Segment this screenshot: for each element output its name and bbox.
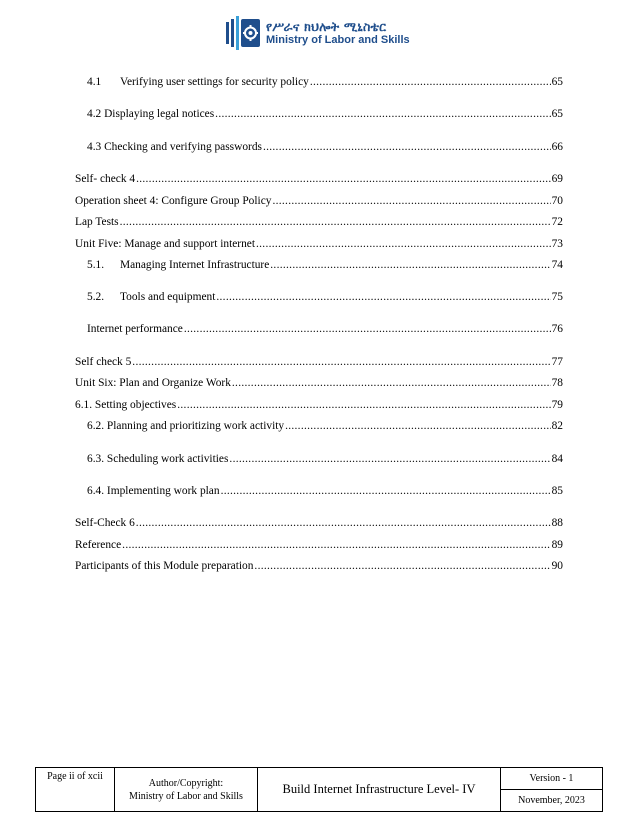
toc-entry[interactable] xyxy=(87,290,563,304)
toc-entry[interactable] xyxy=(87,140,563,154)
toc-leader xyxy=(221,484,551,498)
footer-date: November, 2023 xyxy=(501,790,603,812)
toc-title: Internet performance xyxy=(87,323,183,335)
toc-page: 70 xyxy=(551,195,563,207)
toc-title: Self check 5 xyxy=(75,356,132,368)
toc-title: Unit Five: Manage and support internet xyxy=(75,238,255,250)
toc-page: 65 xyxy=(551,76,563,88)
toc-entry[interactable] xyxy=(75,215,563,229)
toc-page: 65 xyxy=(551,108,563,120)
toc-entry[interactable] xyxy=(75,172,563,186)
toc-page: 82 xyxy=(551,420,563,432)
footer-module-title: Build Internet Infrastructure Level- IV xyxy=(258,768,501,812)
footer-author xyxy=(115,768,258,812)
toc-entry[interactable] xyxy=(75,194,563,208)
toc-leader xyxy=(122,538,550,552)
toc-leader xyxy=(310,75,551,89)
toc-title: Lap Tests xyxy=(75,216,119,228)
toc-title: Self-Check 6 xyxy=(75,517,135,529)
toc-leader xyxy=(229,452,550,466)
toc-number: 4.1 xyxy=(87,76,102,88)
logo-amharic-text: የሥራና ክህሎት ሚኒስቴር xyxy=(266,19,387,34)
toc-title: 6.2. Planning and prioritizing work activity xyxy=(87,420,285,432)
toc-title: Self- check 4 xyxy=(75,173,136,185)
toc-entry[interactable] xyxy=(87,75,563,89)
toc-leader xyxy=(184,322,551,336)
toc-entry[interactable] xyxy=(75,398,563,412)
toc-title: 4.3 Checking and verifying passwords xyxy=(87,141,262,153)
toc-entry[interactable] xyxy=(87,484,563,498)
toc-page: 79 xyxy=(551,399,563,411)
footer-author-label: Author/Copyright: xyxy=(148,777,224,789)
toc-leader xyxy=(263,140,551,154)
footer-author-name: Ministry of Labor and Skills xyxy=(129,790,243,802)
toc-page: 89 xyxy=(551,539,563,551)
toc-leader xyxy=(270,258,550,272)
toc-page: 74 xyxy=(551,259,563,271)
toc-leader xyxy=(232,376,551,390)
toc-title: Unit Six: Plan and Organize Work xyxy=(75,377,231,389)
toc-entry[interactable] xyxy=(87,419,563,433)
toc-leader xyxy=(177,398,550,412)
toc-page: 66 xyxy=(551,141,563,153)
toc-title: Operation sheet 4: Configure Group Policy xyxy=(75,195,272,207)
toc-page: 85 xyxy=(551,485,563,497)
toc-leader xyxy=(136,516,551,530)
toc-entry[interactable] xyxy=(75,237,563,251)
toc-entry[interactable] xyxy=(75,559,563,573)
toc-entry[interactable] xyxy=(75,538,563,552)
logo-english-text: Ministry of Labor and Skills xyxy=(266,34,410,46)
toc-title: Tools and equipment xyxy=(120,291,216,303)
toc-leader xyxy=(272,194,550,208)
footer-page-number: Page ii of xcii xyxy=(36,768,115,812)
toc-page: 78 xyxy=(551,377,563,389)
toc-title: 6.1. Setting objectives xyxy=(75,399,177,411)
toc-title: Participants of this Module preparation xyxy=(75,560,254,572)
toc-page: 84 xyxy=(551,453,563,465)
toc-entry[interactable] xyxy=(75,355,563,369)
toc-entry[interactable] xyxy=(75,376,563,390)
toc-leader xyxy=(216,290,550,304)
toc-title: 6.3. Scheduling work activities xyxy=(87,453,229,465)
toc-number: 5.2. xyxy=(87,291,105,303)
toc-title: 6.4. Implementing work plan xyxy=(87,485,220,497)
toc-leader xyxy=(215,107,550,121)
toc-number: 5.1. xyxy=(87,259,105,271)
toc-leader xyxy=(256,237,551,251)
page-footer xyxy=(35,767,603,812)
toc-entry[interactable] xyxy=(87,452,563,466)
toc-page: 88 xyxy=(551,517,563,529)
toc-page: 76 xyxy=(551,323,563,335)
toc-page: 72 xyxy=(551,216,563,228)
footer-version: Version - 1 xyxy=(501,768,603,790)
toc-title: Reference xyxy=(75,539,122,551)
toc-leader xyxy=(254,559,550,573)
toc-entry[interactable] xyxy=(87,322,563,336)
toc-page: 75 xyxy=(551,291,563,303)
toc-entry[interactable] xyxy=(87,258,563,272)
toc-leader xyxy=(132,355,550,369)
toc-entry[interactable] xyxy=(87,107,563,121)
toc-leader xyxy=(285,419,551,433)
toc-page: 73 xyxy=(551,238,563,250)
toc-page: 77 xyxy=(551,356,563,368)
toc-leader xyxy=(136,172,551,186)
toc-entry[interactable] xyxy=(75,516,563,530)
toc-title: 4.2 Displaying legal notices xyxy=(87,108,215,120)
toc-page: 69 xyxy=(551,173,563,185)
toc-title: Verifying user settings for security policy xyxy=(120,76,309,88)
toc-leader xyxy=(120,215,551,229)
toc-page: 90 xyxy=(551,560,563,572)
toc-title: Managing Internet Infrastructure xyxy=(120,259,270,271)
